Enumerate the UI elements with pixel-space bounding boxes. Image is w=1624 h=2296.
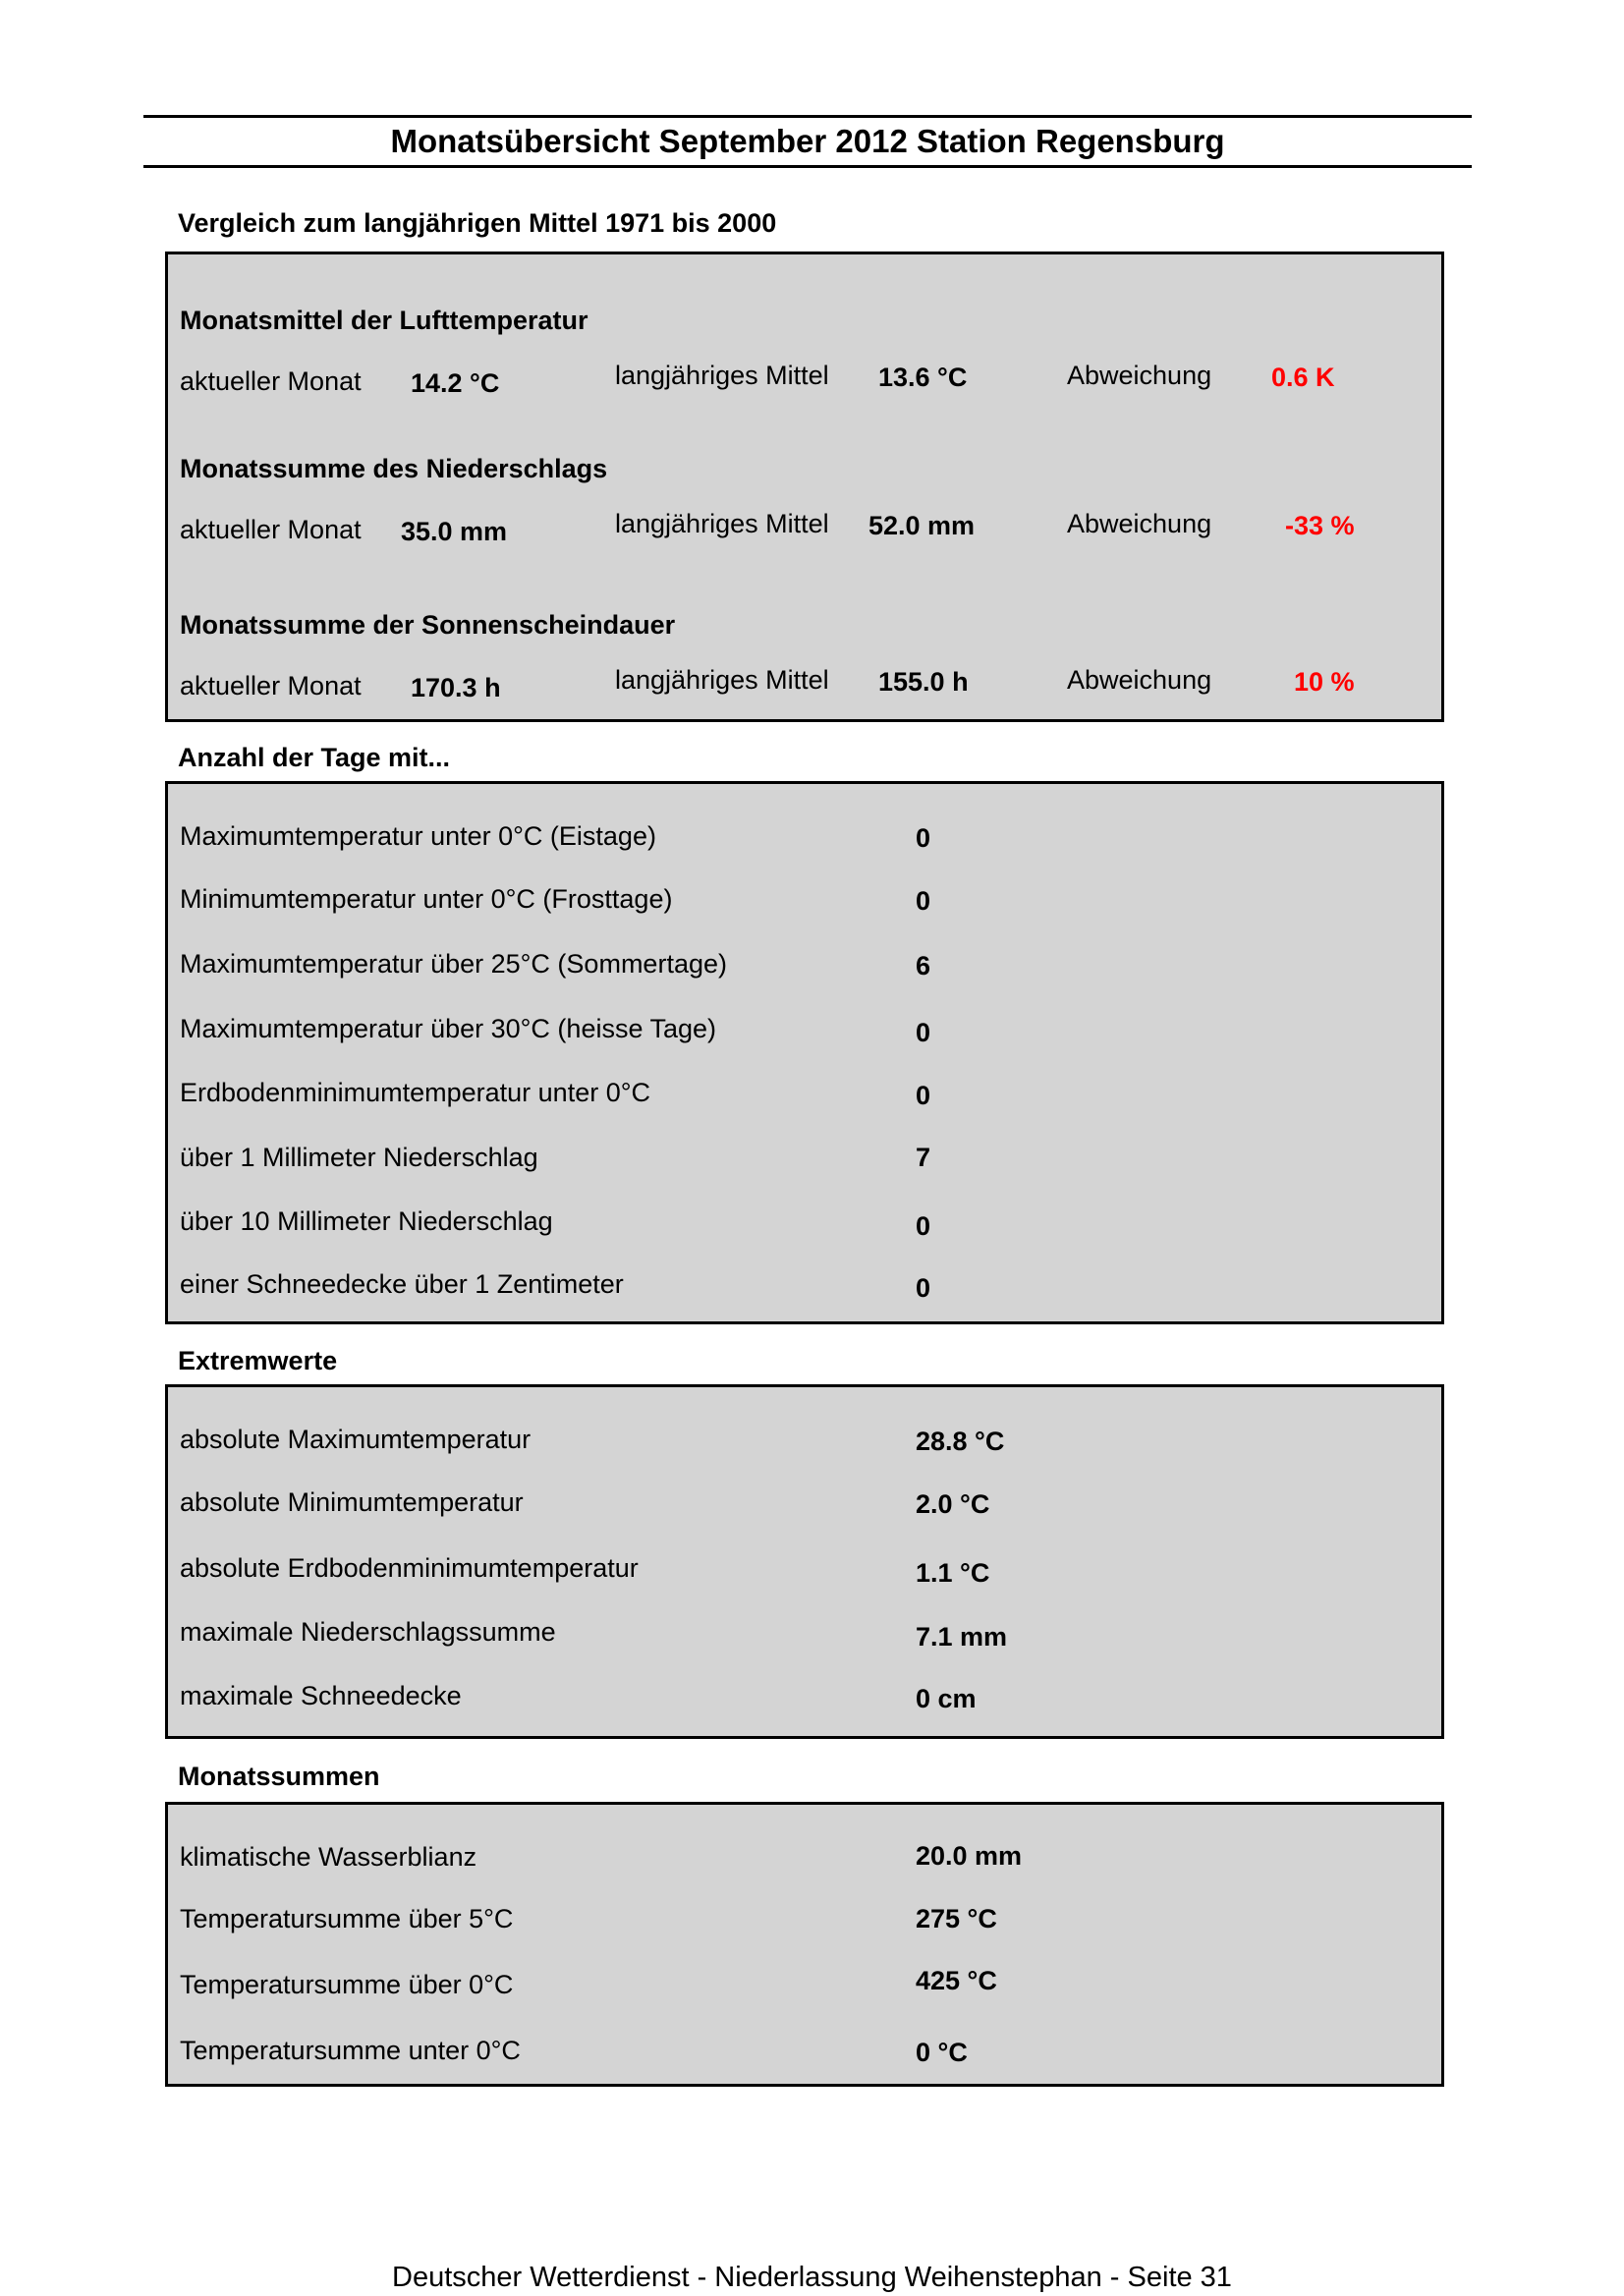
comparison-heading: Vergleich zum langjährigen Mittel 1971 bis 2000 (178, 208, 777, 238)
extreme-row-value: 7.1 mm (916, 1622, 1008, 1652)
day-row-value: 0 (916, 1018, 931, 1047)
page-title-text: Monatsübersicht September 2012 Station Regensburg (390, 123, 1225, 159)
day-row-label: Maximumtemperatur über 25°C (Sommertage) (180, 949, 727, 979)
extreme-row-label: maximale Schneedecke (180, 1681, 462, 1710)
current-value: 170.3 h (411, 673, 501, 702)
deviation-value: 0.6 K (1271, 363, 1335, 392)
current-label: aktueller Monat (180, 515, 362, 544)
day-row-label: über 1 Millimeter Niederschlag (180, 1143, 538, 1172)
current-value: 14.2 °C (411, 368, 500, 398)
day-row-label: Maximumtemperatur über 30°C (heisse Tage) (180, 1014, 717, 1043)
extremes-heading: Extremwerte (178, 1346, 338, 1375)
sum-row-label: Temperatursumme unter 0°C (180, 2036, 521, 2065)
extreme-row-value: 28.8 °C (916, 1427, 1005, 1456)
block-label: Monatssumme der Sonnenscheindauer (180, 610, 676, 640)
day-row-value: 0 (916, 1081, 931, 1110)
page-footer: Deutscher Wetterdienst - Niederlassung Weihenstephan - Seite 31 (392, 2262, 1232, 2293)
comparison-panel (165, 252, 1444, 722)
page-title (143, 115, 1472, 168)
deviation-label: Abweichung (1067, 509, 1212, 538)
day-row-label: Minimumtemperatur unter 0°C (Frosttage) (180, 884, 673, 914)
sum-row-value: 0 °C (916, 2038, 968, 2067)
mean-label: langjähriges Mittel (615, 509, 829, 538)
mean-label: langjähriges Mittel (615, 665, 829, 695)
extreme-row-value: 1.1 °C (916, 1558, 990, 1588)
current-value: 35.0 mm (401, 517, 508, 546)
extremes-panel (165, 1384, 1444, 1739)
mean-value: 155.0 h (878, 667, 969, 697)
day-row-value: 0 (916, 886, 931, 916)
sums-panel (165, 1802, 1444, 2087)
deviation-label: Abweichung (1067, 361, 1212, 390)
current-label: aktueller Monat (180, 671, 362, 700)
day-row-value: 0 (916, 1273, 931, 1303)
days-panel (165, 781, 1444, 1324)
sum-row-value: 275 °C (916, 1904, 997, 1933)
day-row-value: 7 (916, 1143, 931, 1172)
sum-row-value: 425 °C (916, 1966, 997, 1995)
mean-value: 13.6 °C (878, 363, 968, 392)
block-label: Monatssumme des Niederschlags (180, 454, 608, 483)
sum-row-label: klimatische Wasserblianz (180, 1842, 477, 1872)
day-row-value: 0 (916, 823, 931, 853)
sums-heading: Monatssummen (178, 1762, 380, 1791)
deviation-value: -33 % (1285, 511, 1355, 540)
extreme-row-value: 0 cm (916, 1684, 977, 1713)
day-row-label: Erdbodenminimumtemperatur unter 0°C (180, 1078, 651, 1107)
day-row-value: 6 (916, 951, 931, 980)
day-row-label: einer Schneedecke über 1 Zentimeter (180, 1269, 624, 1299)
extreme-row-label: maximale Niederschlagssumme (180, 1617, 556, 1647)
mean-value: 52.0 mm (868, 511, 976, 540)
sum-row-label: Temperatursumme über 5°C (180, 1904, 514, 1933)
extreme-row-label: absolute Erdbodenminimumtemperatur (180, 1553, 639, 1583)
deviation-value: 10 % (1294, 667, 1355, 697)
current-label: aktueller Monat (180, 366, 362, 396)
block-label: Monatsmittel der Lufttemperatur (180, 306, 588, 335)
sum-row-value: 20.0 mm (916, 1841, 1023, 1871)
mean-label: langjähriges Mittel (615, 361, 829, 390)
extreme-row-value: 2.0 °C (916, 1489, 990, 1519)
day-row-label: Maximumtemperatur unter 0°C (Eistage) (180, 821, 656, 851)
day-row-value: 0 (916, 1211, 931, 1241)
days-heading: Anzahl der Tage mit... (178, 743, 451, 772)
day-row-label: über 10 Millimeter Niederschlag (180, 1206, 553, 1236)
deviation-label: Abweichung (1067, 665, 1212, 695)
extreme-row-label: absolute Minimumtemperatur (180, 1487, 524, 1517)
extreme-row-label: absolute Maximumtemperatur (180, 1425, 532, 1454)
sum-row-label: Temperatursumme über 0°C (180, 1970, 514, 1999)
